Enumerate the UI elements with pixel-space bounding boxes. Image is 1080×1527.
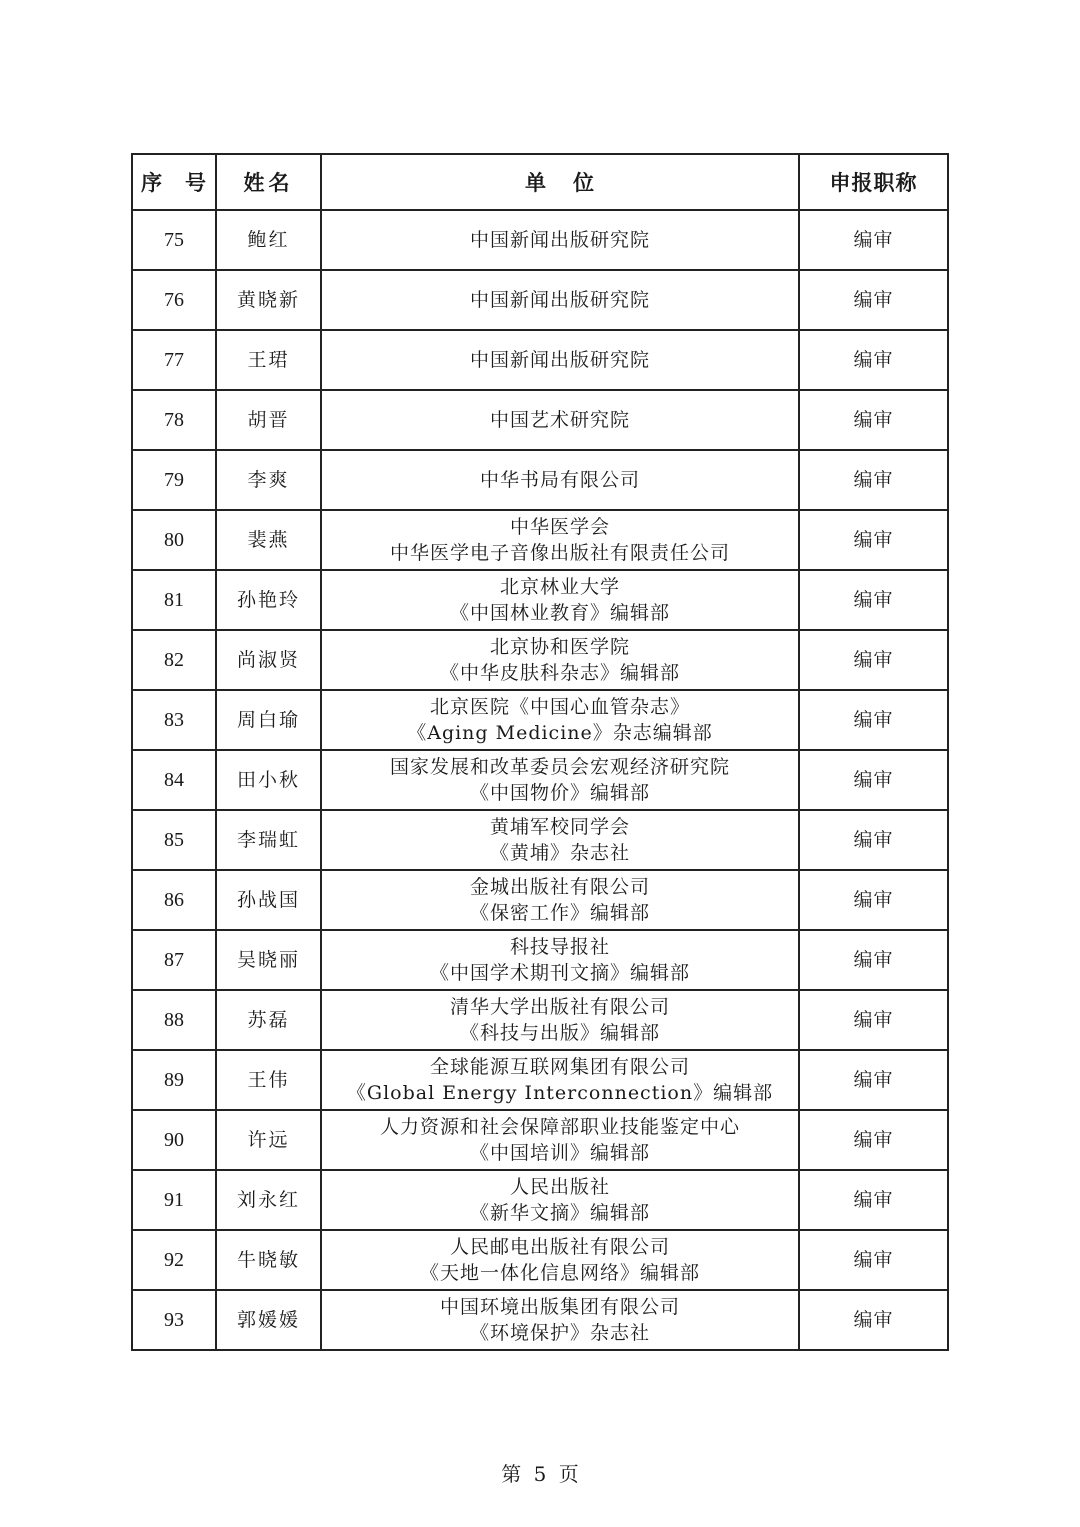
row-title: 编审 (799, 1230, 948, 1290)
row-name: 郭媛媛 (216, 1290, 321, 1350)
table-row (132, 750, 948, 810)
row-unit (321, 750, 799, 810)
row-unit-line: 中国艺术研究院 (489, 409, 630, 431)
row-unit-line: 《Aging Medicine》杂志编辑部 (407, 722, 713, 744)
row-index: 84 (132, 750, 216, 810)
personnel-table-container (131, 153, 947, 1351)
row-unit-line: 黄埔军校同学会 (489, 816, 630, 838)
row-unit (321, 1110, 799, 1170)
row-index: 79 (132, 450, 216, 510)
row-name: 黄晓新 (216, 270, 321, 330)
table-row (132, 450, 948, 510)
row-unit-line: 《天地一体化信息网络》编辑部 (419, 1262, 700, 1284)
table-row (132, 210, 948, 270)
row-unit (321, 870, 799, 930)
row-name: 尚淑贤 (216, 630, 321, 690)
table-row (132, 990, 948, 1050)
row-name: 苏磊 (216, 990, 321, 1050)
row-unit-line: 中国新闻出版研究院 (469, 289, 650, 311)
row-title: 编审 (799, 390, 948, 450)
table-row (132, 330, 948, 390)
table-row (132, 1230, 948, 1290)
table-row (132, 510, 948, 570)
table-row (132, 870, 948, 930)
row-unit (321, 1230, 799, 1290)
row-unit-line: 《新华文摘》编辑部 (469, 1202, 650, 1224)
table-row (132, 1290, 948, 1350)
row-unit (321, 1290, 799, 1350)
table-row (132, 690, 948, 750)
row-unit-line: 人民邮电出版社有限公司 (449, 1236, 670, 1258)
table-row (132, 1050, 948, 1110)
row-unit-line: 《中国林业教育》编辑部 (449, 602, 670, 624)
row-unit-line: 金城出版社有限公司 (469, 876, 650, 898)
row-index: 81 (132, 570, 216, 630)
row-name: 胡晋 (216, 390, 321, 450)
row-index: 83 (132, 690, 216, 750)
table-row (132, 810, 948, 870)
row-index: 92 (132, 1230, 216, 1290)
row-name: 李瑞虹 (216, 810, 321, 870)
row-unit (321, 810, 799, 870)
row-title: 编审 (799, 870, 948, 930)
row-unit (321, 390, 799, 450)
row-unit-line: 中国新闻出版研究院 (469, 349, 650, 371)
row-index: 75 (132, 210, 216, 270)
row-unit-line: 北京医院《中国心血管杂志》 (429, 696, 690, 718)
row-unit-line: 《中国物价》编辑部 (469, 782, 650, 804)
row-unit-line: 《黄埔》杂志社 (489, 842, 630, 864)
row-unit-line: 国家发展和改革委员会宏观经济研究院 (389, 756, 730, 778)
header-index: 序 号 (132, 154, 216, 210)
table-row (132, 930, 948, 990)
row-index: 88 (132, 990, 216, 1050)
row-unit-line: 《保密工作》编辑部 (469, 902, 650, 924)
row-index: 78 (132, 390, 216, 450)
table-row (132, 270, 948, 330)
row-title: 编审 (799, 630, 948, 690)
row-name: 田小秋 (216, 750, 321, 810)
row-title: 编审 (799, 1290, 948, 1350)
row-title: 编审 (799, 450, 948, 510)
row-title: 编审 (799, 810, 948, 870)
row-unit-line: 《环境保护》杂志社 (469, 1322, 650, 1344)
row-name: 周白瑜 (216, 690, 321, 750)
row-index: 80 (132, 510, 216, 570)
row-name: 鲍红 (216, 210, 321, 270)
row-index: 77 (132, 330, 216, 390)
row-name: 孙艳玲 (216, 570, 321, 630)
row-unit-line: 中国新闻出版研究院 (469, 229, 650, 251)
row-title: 编审 (799, 510, 948, 570)
row-unit-line: 人民出版社 (509, 1176, 610, 1198)
header-title: 申报职称 (799, 154, 948, 210)
row-unit-line: 北京林业大学 (499, 576, 620, 598)
row-index: 93 (132, 1290, 216, 1350)
row-unit-line: 全球能源互联网集团有限公司 (429, 1056, 690, 1078)
row-title: 编审 (799, 1170, 948, 1230)
row-name: 裴燕 (216, 510, 321, 570)
header-row (132, 154, 948, 210)
row-name: 许远 (216, 1110, 321, 1170)
row-unit-line: 人力资源和社会保障部职业技能鉴定中心 (379, 1116, 740, 1138)
row-unit-line: 中华医学会 (509, 516, 610, 538)
row-index: 89 (132, 1050, 216, 1110)
table-body (132, 210, 948, 1350)
row-name: 王珺 (216, 330, 321, 390)
row-index: 86 (132, 870, 216, 930)
table-row (132, 570, 948, 630)
row-unit-line: 《中国培训》编辑部 (469, 1142, 650, 1164)
row-unit (321, 330, 799, 390)
row-unit (321, 450, 799, 510)
row-unit (321, 930, 799, 990)
row-title: 编审 (799, 210, 948, 270)
row-title: 编审 (799, 330, 948, 390)
row-unit-line: 《中华皮肤科杂志》编辑部 (439, 662, 680, 684)
row-unit-line: 《Global Energy Interconnection》编辑部 (346, 1082, 774, 1104)
row-name: 李爽 (216, 450, 321, 510)
row-title: 编审 (799, 990, 948, 1050)
table-header (132, 154, 948, 210)
table-row (132, 630, 948, 690)
row-unit (321, 1050, 799, 1110)
row-unit (321, 690, 799, 750)
page-number: 第 5 页 (501, 1462, 579, 1486)
row-index: 91 (132, 1170, 216, 1230)
row-unit-line: 中华医学电子音像出版社有限责任公司 (389, 542, 730, 564)
row-name: 牛晓敏 (216, 1230, 321, 1290)
table-row (132, 1110, 948, 1170)
header-name: 姓名 (216, 154, 321, 210)
row-unit (321, 510, 799, 570)
row-unit-line: 中华书局有限公司 (479, 469, 640, 491)
row-unit-line: 北京协和医学院 (489, 636, 630, 658)
row-title: 编审 (799, 690, 948, 750)
personnel-table (131, 153, 949, 1351)
row-title: 编审 (799, 1050, 948, 1110)
row-name: 孙战国 (216, 870, 321, 930)
row-index: 85 (132, 810, 216, 870)
row-unit (321, 1170, 799, 1230)
table-row (132, 1170, 948, 1230)
row-name: 王伟 (216, 1050, 321, 1110)
row-unit-line: 《科技与出版》编辑部 (459, 1022, 660, 1044)
row-unit (321, 570, 799, 630)
row-index: 76 (132, 270, 216, 330)
row-title: 编审 (799, 570, 948, 630)
row-index: 87 (132, 930, 216, 990)
row-unit (321, 990, 799, 1050)
row-name: 吴晓丽 (216, 930, 321, 990)
row-unit-line: 清华大学出版社有限公司 (449, 996, 670, 1018)
header-unit: 单 位 (321, 154, 799, 210)
row-title: 编审 (799, 750, 948, 810)
row-index: 90 (132, 1110, 216, 1170)
row-title: 编审 (799, 1110, 948, 1170)
row-unit-line: 《中国学术期刊文摘》编辑部 (429, 962, 690, 984)
row-name: 刘永红 (216, 1170, 321, 1230)
row-index: 82 (132, 630, 216, 690)
row-unit (321, 270, 799, 330)
row-unit (321, 210, 799, 270)
row-unit-line: 中国环境出版集团有限公司 (439, 1296, 680, 1318)
row-title: 编审 (799, 930, 948, 990)
row-unit (321, 630, 799, 690)
row-title: 编审 (799, 270, 948, 330)
row-unit-line: 科技导报社 (509, 936, 610, 958)
table-row (132, 390, 948, 450)
